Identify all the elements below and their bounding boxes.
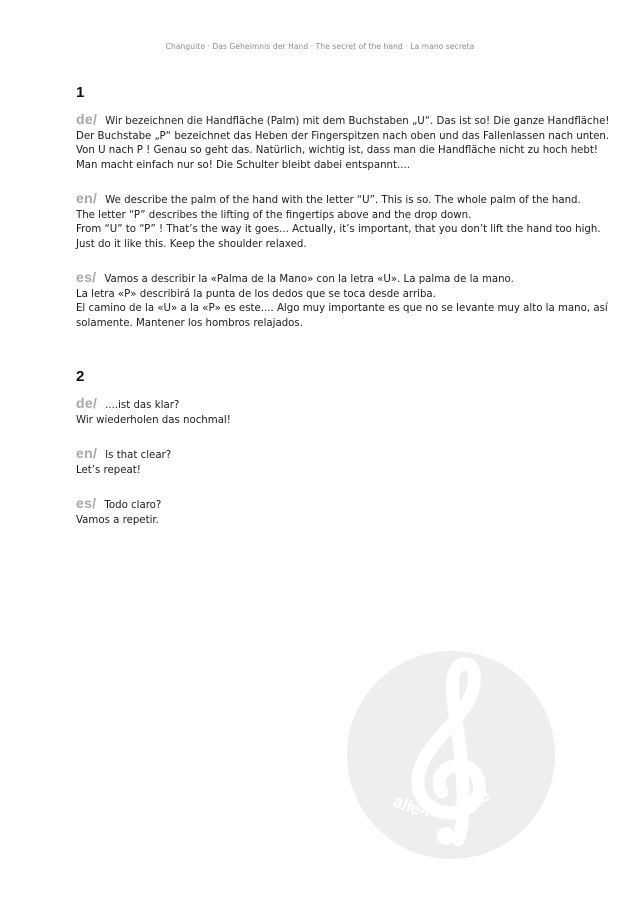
page-header: Changuito · Das Geheimnis der Hand · The secret of the hand · La mano secreta (165, 42, 475, 51)
lang-tag-es: es/ (76, 495, 97, 511)
section-1 (76, 84, 610, 331)
watermark-text: alle-noten.de (390, 785, 494, 822)
text-line: solamente. Mantener los hombros relajados. (76, 317, 303, 329)
text-line: Just do it like this. Keep the shoulder relaxed. (76, 238, 307, 250)
watermark-logo (346, 650, 556, 860)
text-line: Let’s repeat! (76, 464, 141, 476)
text-line: Wir bezeichnen die Handfläche (Palm) mit dem Buchstaben „U“. Das ist so! Die ganze Handfläche! (105, 116, 610, 127)
text-line: Der Buchstabe „P“ bezeichnet das Heben der Fingerspitzen nach oben und das Fallenlassen nach unten. (76, 130, 610, 142)
text-line: The letter “P” describes the lifting of the fingertips above and the drop down. (76, 209, 472, 221)
text-line: La letra «P» describirá la punta de los dedos que se toca desde arriba. (76, 288, 436, 300)
lang-block-de (76, 396, 596, 428)
text-line: Vamos a repetir. (76, 514, 159, 526)
text-line: Todo claro? (104, 500, 162, 511)
text-line: ....ist das klar? (105, 400, 180, 411)
text-line: Wir wiederholen das nochmal! (76, 414, 231, 426)
section-number: 2 (76, 368, 85, 385)
text-line: From “U” to “P” ! That’s the way it goes... Actually, it’s important, that you don’t lift the hand too high. (76, 224, 601, 235)
lang-tag-es: es/ (76, 269, 97, 285)
lang-block-en (76, 190, 601, 252)
lang-tag-de: de/ (76, 111, 98, 127)
text-line: Von U nach P ! Genau so geht das. Natürlich, wichtig ist, dass man die Handfläche nicht zu hoch hebt! (76, 145, 598, 156)
lang-block-es (76, 269, 608, 331)
document-body (76, 84, 610, 546)
text-line: Man macht einfach nur so! Die Schulter bleibt dabei entspannt.... (76, 159, 410, 171)
section-2 (76, 368, 596, 528)
text-line: We describe the palm of the hand with the letter “U”. This is so. The whole palm of the hand. (105, 195, 581, 206)
text-line: El camino de la «U» a la «P» es este.... Algo muy importante es que no se levante muy alto la mano, así (76, 303, 608, 314)
lang-tag-en: en/ (76, 190, 98, 206)
lang-block-de (76, 111, 610, 173)
lang-block-es (76, 496, 596, 528)
text-line: Is that clear? (105, 450, 172, 461)
lang-tag-de: de/ (76, 395, 98, 411)
text-line: Vamos a describir la «Palma de la Mano» con la letra «U». La palma de la mano. (104, 274, 514, 285)
lang-tag-en: en/ (76, 445, 98, 461)
section-number: 1 (76, 84, 85, 101)
lang-block-en (76, 446, 596, 478)
